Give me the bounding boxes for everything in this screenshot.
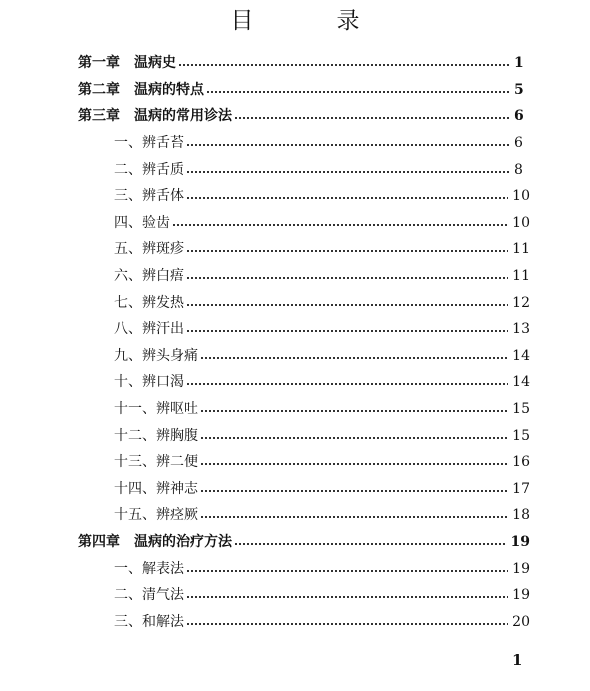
toc-entry-page: 6 xyxy=(514,135,523,152)
toc-entry-label: 三、辨舌体 xyxy=(114,188,184,205)
dot-leader xyxy=(186,615,508,629)
toc-section-row xyxy=(0,210,590,237)
toc-entry-page: 1 xyxy=(514,55,524,72)
toc-section-row xyxy=(0,236,590,263)
table-of-contents xyxy=(0,50,590,635)
toc-entry-page: 10 xyxy=(512,214,530,231)
dot-leader xyxy=(186,189,508,203)
toc-entry-label: 八、辨汗出 xyxy=(114,321,184,338)
toc-entry-label: 十四、辨神志 xyxy=(114,480,198,497)
dot-leader xyxy=(186,269,508,283)
toc-entry-label: 十一、辨呕吐 xyxy=(114,401,198,418)
dot-leader xyxy=(186,296,508,310)
dot-leader xyxy=(186,562,508,576)
toc-section-row xyxy=(0,316,590,343)
toc-entry-label: 二、清气法 xyxy=(114,587,184,604)
toc-entry-label: 十、辨口渴 xyxy=(114,374,184,391)
toc-section-row xyxy=(0,422,590,449)
toc-entry-label: 七、辨发热 xyxy=(114,294,184,311)
toc-entry-label: 六、辨白痦 xyxy=(114,268,184,285)
dot-leader xyxy=(200,349,508,363)
toc-section-row xyxy=(0,449,590,476)
dot-leader xyxy=(200,455,508,469)
toc-section-row xyxy=(0,183,590,210)
toc-entry-label: 四、验齿 xyxy=(114,214,170,231)
toc-entry-page: 14 xyxy=(512,374,530,391)
toc-entry-page: 8 xyxy=(514,161,523,178)
dot-leader xyxy=(186,163,510,177)
dot-leader xyxy=(234,109,510,123)
toc-entry-page: 11 xyxy=(512,268,530,285)
toc-entry-page: 19 xyxy=(510,533,530,550)
toc-entry-page: 10 xyxy=(512,188,530,205)
dot-leader xyxy=(200,402,508,416)
toc-entry-page: 13 xyxy=(512,321,530,338)
toc-section-row xyxy=(0,263,590,290)
page-title: 目 录 xyxy=(230,8,390,34)
dot-leader xyxy=(178,56,510,70)
toc-entry-label: 二、辨舌质 xyxy=(114,161,184,178)
toc-chapter-row xyxy=(0,529,590,556)
toc-section-row xyxy=(0,608,590,635)
toc-entry-label: 五、辨斑疹 xyxy=(114,241,184,258)
toc-section-row xyxy=(0,369,590,396)
dot-leader xyxy=(186,242,508,256)
toc-entry-page: 6 xyxy=(514,108,524,125)
toc-entry-page: 18 xyxy=(512,507,530,524)
toc-entry-page: 15 xyxy=(512,401,530,418)
dot-leader xyxy=(186,136,510,150)
dot-leader xyxy=(206,83,510,97)
toc-entry-page: 11 xyxy=(512,241,530,258)
toc-entry-page: 5 xyxy=(514,81,524,98)
toc-entry-page: 16 xyxy=(512,454,530,471)
dot-leader xyxy=(200,482,508,496)
toc-entry-label: 十五、辨痉厥 xyxy=(114,507,198,524)
dot-leader xyxy=(186,322,508,336)
toc-entry-label: 第四章 温病的治疗方法 xyxy=(78,533,232,550)
toc-entry-label: 第二章 温病的特点 xyxy=(78,81,204,98)
toc-entry-label: 第三章 温病的常用诊法 xyxy=(78,108,232,125)
toc-entry-page: 15 xyxy=(512,427,530,444)
toc-entry-page: 17 xyxy=(512,480,530,497)
toc-chapter-row xyxy=(0,50,590,77)
toc-section-row xyxy=(0,343,590,370)
toc-entry-label: 十三、辨二便 xyxy=(114,454,198,471)
toc-entry-label: 三、和解法 xyxy=(114,613,184,630)
toc-section-row xyxy=(0,156,590,183)
dot-leader xyxy=(172,216,508,230)
toc-entry-label: 九、辨头身痛 xyxy=(114,347,198,364)
toc-section-row xyxy=(0,582,590,609)
dot-leader xyxy=(234,535,507,549)
dot-leader xyxy=(200,508,508,522)
toc-chapter-row xyxy=(0,103,590,130)
toc-chapter-row xyxy=(0,77,590,104)
toc-entry-page: 19 xyxy=(512,560,530,577)
toc-entry-label: 一、辨舌苔 xyxy=(114,135,184,152)
toc-entry-page: 19 xyxy=(512,587,530,604)
toc-entry-page: 20 xyxy=(512,613,530,630)
toc-entry-label: 第一章 温病史 xyxy=(78,55,176,72)
toc-entry-page: 14 xyxy=(512,347,530,364)
dot-leader xyxy=(186,375,508,389)
toc-section-row xyxy=(0,130,590,157)
toc-section-row xyxy=(0,289,590,316)
toc-entry-label: 十二、辨胸腹 xyxy=(114,427,198,444)
toc-section-row xyxy=(0,476,590,503)
toc-section-row xyxy=(0,502,590,529)
page-number: 1 xyxy=(512,651,523,669)
dot-leader xyxy=(186,588,508,602)
toc-section-row xyxy=(0,555,590,582)
toc-entry-label: 一、解表法 xyxy=(114,560,184,577)
dot-leader xyxy=(200,429,508,443)
toc-entry-page: 12 xyxy=(512,294,530,311)
toc-section-row xyxy=(0,396,590,423)
